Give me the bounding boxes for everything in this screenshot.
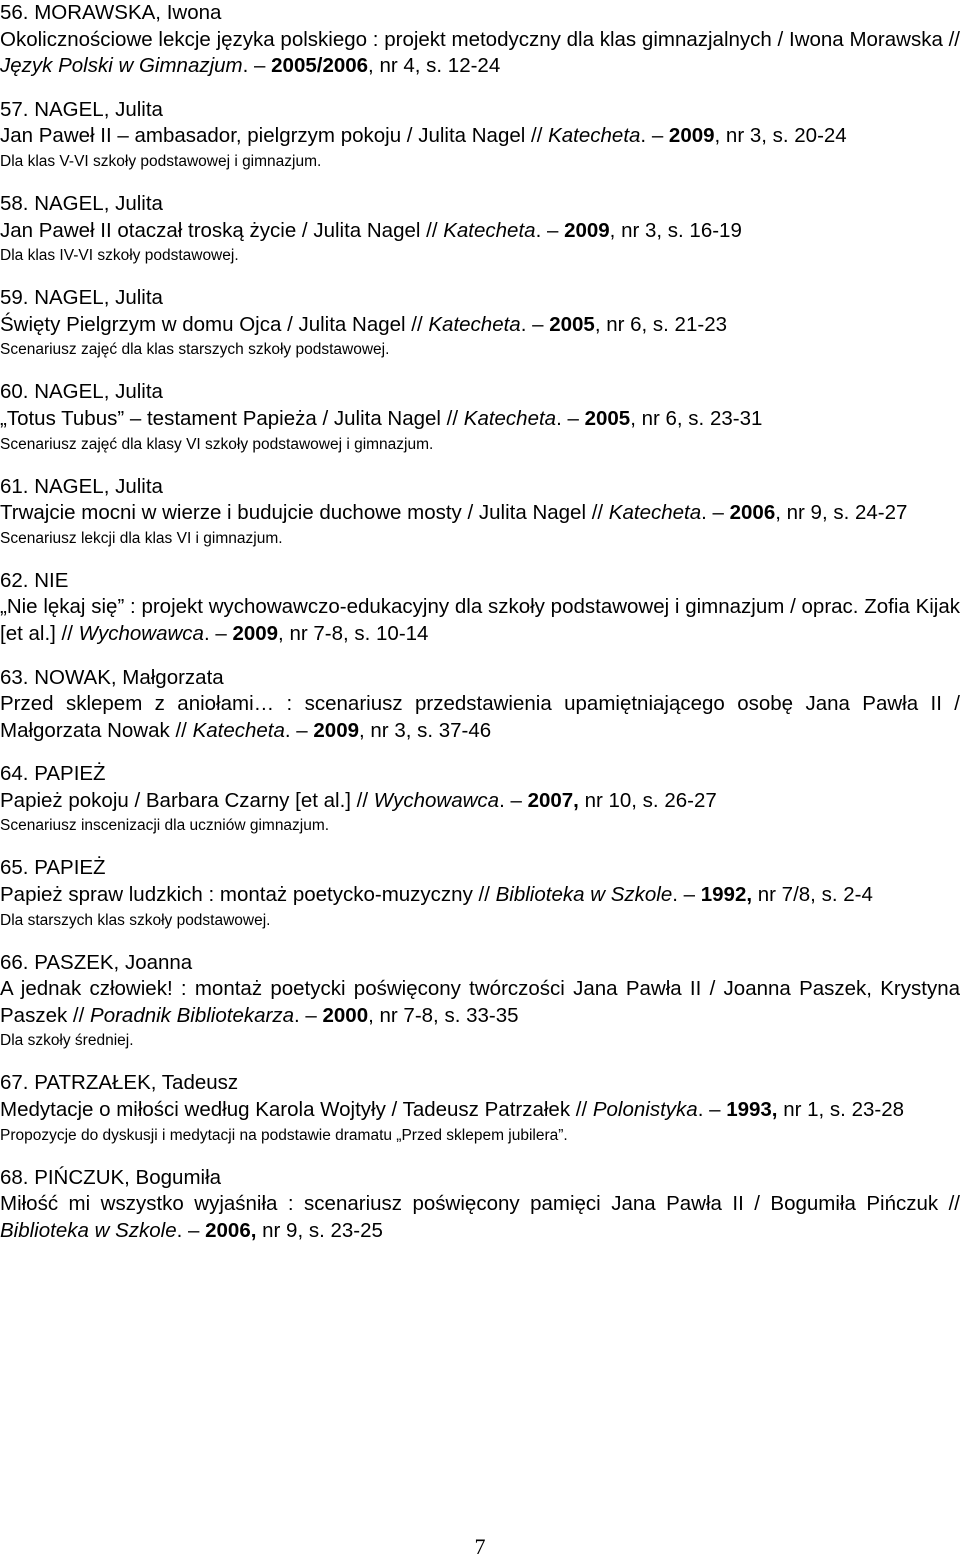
publication-year: 2005/2006 <box>271 54 369 78</box>
entry-citation <box>0 1097 960 1124</box>
bibliography-entry <box>0 665 960 745</box>
entry-heading: 67. PATRZAŁEK, Tadeusz <box>0 1071 239 1095</box>
citation-text: A jednak człowiek! : montaż poetycki poświęcony twórczości Jana Pawła II / Joanna Paszek, Krystyna Paszek // <box>0 977 960 1027</box>
entry-note: Dla starszych klas szkoły podstawowej. <box>0 911 271 929</box>
entry-citation <box>0 27 960 80</box>
citation-text: nr 7/8, s. 2-4 <box>752 883 873 907</box>
citation-text: . – <box>701 501 730 525</box>
publication-year: 2005 <box>584 406 631 430</box>
bibliography-entry <box>0 0 960 80</box>
entry-citation <box>0 1191 960 1244</box>
entry-spacer <box>0 551 960 568</box>
publication-year: 2006, <box>205 1218 257 1242</box>
entry-spacer <box>0 933 960 950</box>
citation-text: nr 10, s. 26-27 <box>578 788 717 812</box>
bibliography-entry <box>0 568 960 648</box>
entry-heading: 68. PIŃCZUK, Bogumiła <box>0 1165 222 1189</box>
publication-year: 2009 <box>564 218 610 242</box>
citation-text: . – <box>242 54 272 78</box>
citation-text: . – <box>294 1003 323 1027</box>
citation-text: Jan Paweł II otaczał troską życie / Julita Nagel // <box>0 218 444 242</box>
journal-title: Poradnik Bibliotekarza <box>90 1003 294 1027</box>
citation-text: . – <box>520 312 550 336</box>
journal-title: Katecheta <box>443 218 536 242</box>
citation-text: . – <box>697 1098 727 1122</box>
page-number: 7 <box>474 1534 486 1559</box>
entry-spacer <box>0 362 960 379</box>
entry-note: Scenariusz zajęć dla klas starszych szkoły podstawowej. <box>0 341 390 359</box>
publication-year: 2009 <box>668 124 715 148</box>
bibliography-entry <box>0 855 960 932</box>
journal-title: Język Polski w Gimnazjum <box>0 54 243 78</box>
citation-text: Medytacje o miłości według Karola Wojtyły / Tadeusz Patrzałek // <box>0 1098 593 1122</box>
citation-text: . – <box>535 218 565 242</box>
journal-title: Katecheta <box>463 406 557 430</box>
entry-heading: 57. NAGEL, Julita <box>0 97 163 121</box>
citation-text: . – <box>640 124 669 148</box>
entry-citation <box>0 406 960 433</box>
journal-title: Katecheta <box>192 718 285 742</box>
citation-text: . – <box>556 406 585 430</box>
journal-title: Katecheta <box>548 124 641 148</box>
bibliography-entry <box>0 191 960 268</box>
citation-text: , nr 7-8, s. 10-14 <box>278 621 429 645</box>
entry-citation <box>0 218 960 245</box>
bibliography-entry <box>0 1165 960 1245</box>
entry-note: Propozycje do dyskusji i medytacji na podstawie dramatu „Przed sklepem jubilera”. <box>0 1126 568 1144</box>
entry-note: Dla szkoły średniej. <box>0 1032 134 1050</box>
entry-citation <box>0 976 960 1029</box>
journal-title: Wychowawca <box>78 621 204 645</box>
citation-text: . – <box>499 788 528 812</box>
entry-spacer <box>0 648 960 665</box>
entry-citation <box>0 312 960 339</box>
journal-title: Biblioteka w Szkole <box>0 1218 177 1242</box>
citation-text: „Totus Tubus” – testament Papieża / Julita Nagel // <box>0 406 464 430</box>
entry-note: Scenariusz zajęć dla klasy VI szkoły podstawowej i gimnazjum. <box>0 435 434 453</box>
entry-note: Scenariusz lekcji dla klas VI i gimnazjum. <box>0 529 283 547</box>
entry-spacer <box>0 1053 960 1070</box>
entry-spacer <box>0 457 960 474</box>
citation-text: Papież spraw ludzkich : montaż poetycko-muzyczny // <box>0 883 496 907</box>
bibliography-entry <box>0 285 960 362</box>
citation-text: . – <box>176 1218 206 1242</box>
bibliography-entry <box>0 761 960 838</box>
entry-heading: 56. MORAWSKA, Iwona <box>0 1 222 24</box>
citation-text: . – <box>672 883 701 907</box>
publication-year: 2006 <box>729 501 776 525</box>
entry-citation <box>0 594 960 647</box>
publication-year: 2009 <box>232 621 279 645</box>
citation-text: Trwajcie mocni w wierze i budujcie duchowe mosty / Julita Nagel // <box>0 501 609 525</box>
entry-heading: 62. NIE <box>0 568 69 592</box>
citation-text: . – <box>203 621 233 645</box>
entry-heading: 61. NAGEL, Julita <box>0 474 163 498</box>
citation-text: . – <box>284 718 314 742</box>
citation-text: , nr 3, s. 37-46 <box>359 718 492 742</box>
entry-heading: 59. NAGEL, Julita <box>0 286 163 310</box>
publication-year: 2005 <box>549 312 595 336</box>
citation-text: Jan Paweł II – ambasador, pielgrzym pokoju / Julita Nagel // <box>0 124 549 148</box>
bibliography-entry <box>0 1070 960 1147</box>
citation-text: , nr 6, s. 21-23 <box>594 312 727 336</box>
citation-text: Miłość mi wszystko wyjaśniła : scenariusz poświęcony pamięci Jana Pawła II / Bogumiła Pińczuk // <box>0 1192 960 1216</box>
citation-text: , nr 3, s. 16-19 <box>609 218 742 242</box>
entry-note: Dla klas V-VI szkoły podstawowej i gimnazjum. <box>0 152 322 170</box>
entry-citation <box>0 788 960 815</box>
journal-title: Polonistyka <box>592 1098 698 1122</box>
citation-text: nr 9, s. 23-25 <box>256 1218 383 1242</box>
journal-title: Katecheta <box>428 312 521 336</box>
entry-spacer <box>0 174 960 191</box>
journal-title: Katecheta <box>608 501 702 525</box>
citation-text: , nr 4, s. 12-24 <box>368 54 501 78</box>
entry-note: Dla klas IV-VI szkoły podstawowej. <box>0 247 239 265</box>
citation-text: Przed sklepem z aniołami… : scenariusz przedstawienia upamiętniającego osobę Jana Pawła II / Małgorzata Nowak // <box>0 692 960 742</box>
entry-heading: 63. NOWAK, Małgorzata <box>0 665 224 689</box>
journal-title: Biblioteka w Szkole <box>495 883 673 907</box>
citation-text: nr 1, s. 23-28 <box>777 1098 904 1122</box>
entry-heading: 60. NAGEL, Julita <box>0 380 163 404</box>
entry-heading: 58. NAGEL, Julita <box>0 191 163 215</box>
entry-heading: 64. PAPIEŻ <box>0 762 106 786</box>
entry-spacer <box>0 838 960 855</box>
entry-note: Scenariusz inscenizacji dla uczniów gimnazjum. <box>0 817 330 835</box>
entry-citation <box>0 691 960 744</box>
entry-citation <box>0 500 960 527</box>
bibliography-entry <box>0 474 960 551</box>
entry-spacer <box>0 268 960 285</box>
entry-spacer <box>0 80 960 97</box>
bibliography-entry <box>0 97 960 174</box>
entry-spacer <box>0 1148 960 1165</box>
publication-year: 1993, <box>726 1098 778 1122</box>
publication-year: 2007, <box>527 788 579 812</box>
publication-year: 2000 <box>322 1003 369 1027</box>
citation-text: „Nie lękaj się” : projekt wychowawczo-edukacyjny dla szkoły podstawowej i gimnazjum / oprac. Zofia Kijak [et al.] // <box>0 595 960 645</box>
citation-text: , nr 6, s. 23-31 <box>630 406 763 430</box>
entry-citation <box>0 882 960 909</box>
citation-text: Okolicznościowe lekcje języka polskiego : projekt metodyczny dla klas gimnazjalnych / Iwona Morawska // <box>0 27 960 51</box>
publication-year: 1992, <box>700 883 753 907</box>
entry-spacer <box>0 744 960 761</box>
entry-heading: 66. PASZEK, Joanna <box>0 950 193 974</box>
citation-text: , nr 9, s. 24-27 <box>775 501 908 525</box>
entry-heading: 65. PAPIEŻ <box>0 856 106 880</box>
citation-text: Święty Pielgrzym w domu Ojca / Julita Nagel // <box>0 312 429 336</box>
bibliography-entry <box>0 379 960 456</box>
citation-text: , nr 3, s. 20-24 <box>714 124 847 148</box>
publication-year: 2009 <box>313 718 359 742</box>
entry-citation <box>0 123 960 150</box>
citation-text: , nr 7-8, s. 33-35 <box>368 1003 519 1027</box>
bibliography-entry <box>0 950 960 1054</box>
journal-title: Wychowawca <box>373 788 500 812</box>
citation-text: Papież pokoju / Barbara Czarny [et al.] // <box>0 788 374 812</box>
